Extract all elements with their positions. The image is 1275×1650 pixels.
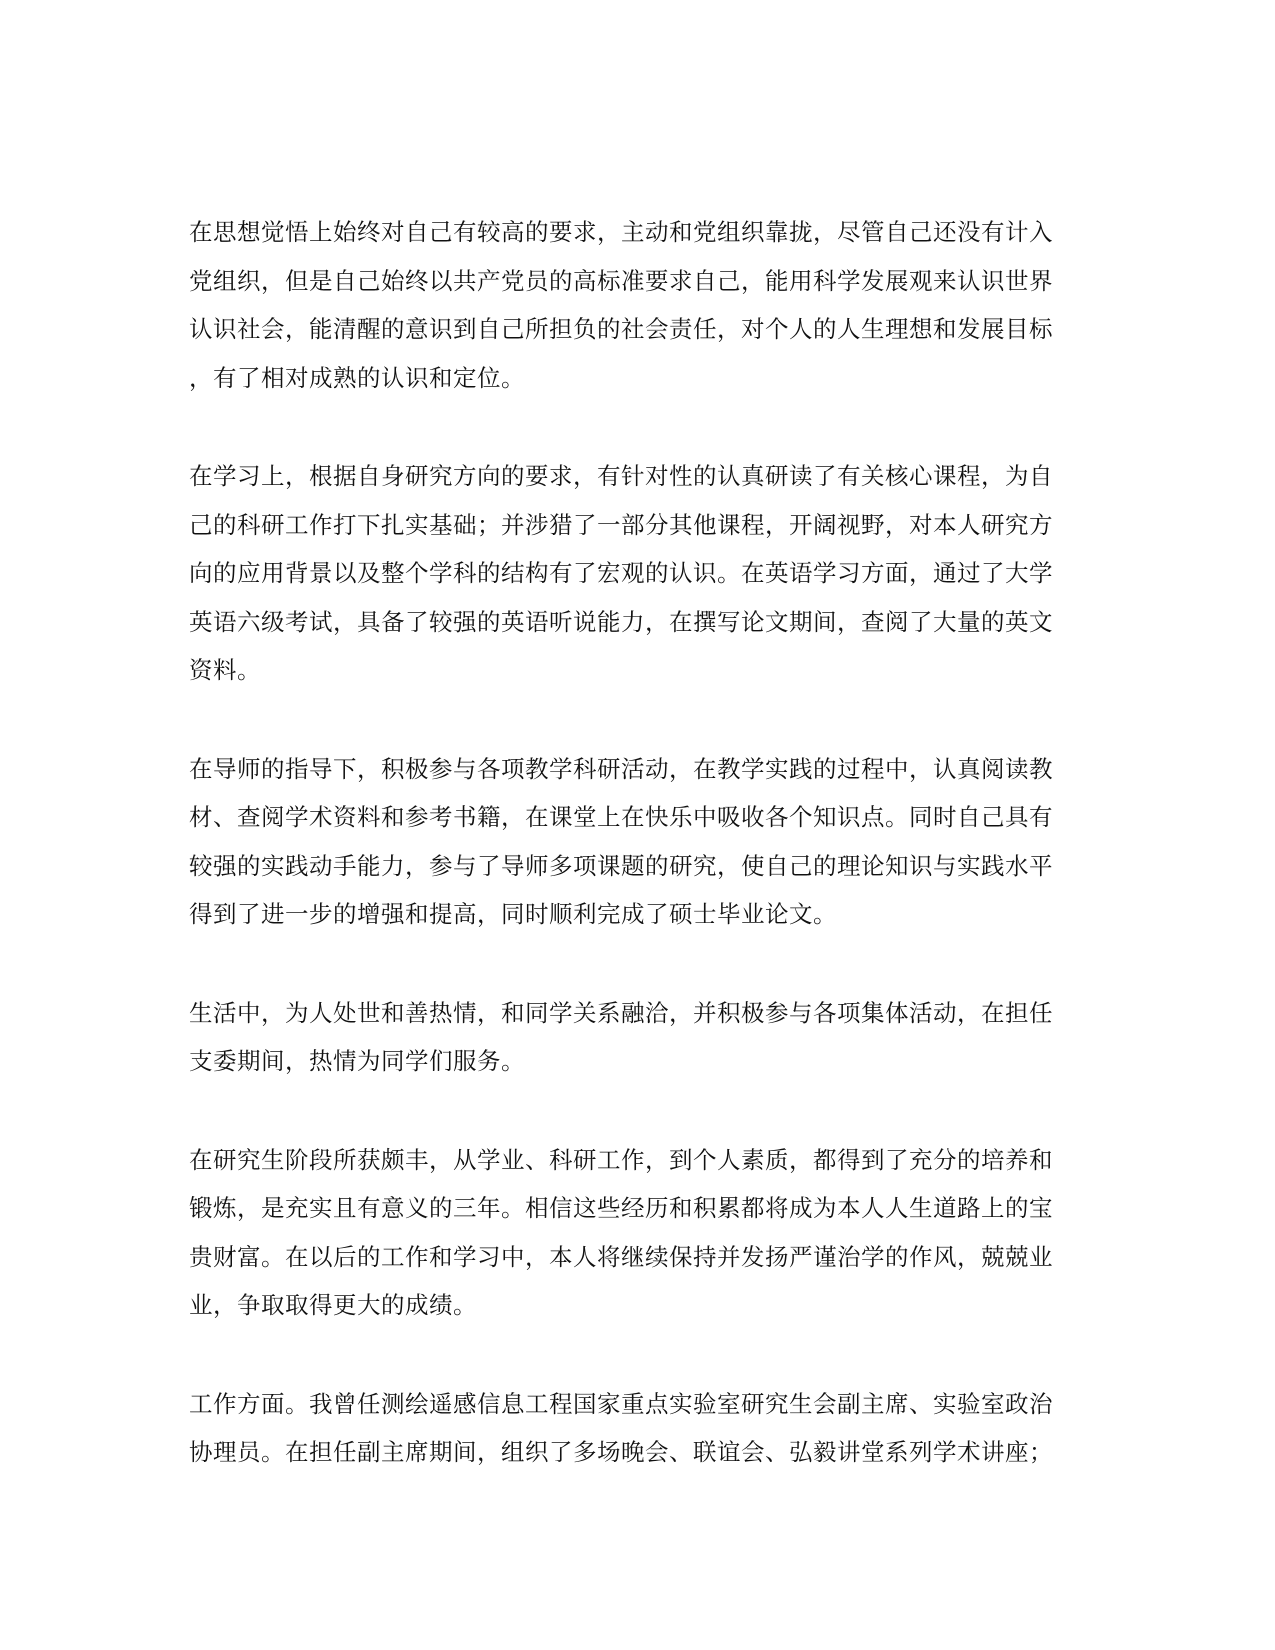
text-line: 在导师的指导下，积极参与各项教学科研活动，在教学实践的过程中，认真阅读教 xyxy=(189,754,1053,783)
text-line: 英语六级考试，具备了较强的英语听说能力，在撰写论文期间，查阅了大量的英文 xyxy=(189,607,1053,636)
paragraph-ideology xyxy=(189,208,1086,402)
text-line: 较强的实践动手能力，参与了导师多项课题的研究，使自己的理论知识与实践水平 xyxy=(189,851,1053,880)
text-line: 支委期间，热情为同学们服务。 xyxy=(189,1047,525,1075)
paragraph-summary xyxy=(189,1136,1086,1330)
paragraph-work xyxy=(189,1380,1086,1477)
text-line: 资料。 xyxy=(189,656,261,684)
text-line: 生活中，为人处世和善热情，和同学关系融洽，并积极参与各项集体活动，在担任 xyxy=(189,998,1053,1027)
text-line: ，有了相对成熟的认识和定位。 xyxy=(189,363,525,392)
paragraph-research xyxy=(189,745,1086,939)
text-line: 锻炼，是充实且有意义的三年。相信这些经历和积累都将成为本人人生道路上的宝 xyxy=(189,1194,1053,1222)
paragraph-life xyxy=(189,989,1086,1086)
text-line: 得到了进一步的增强和提高，同时顺利完成了硕士毕业论文。 xyxy=(189,900,837,928)
text-line: 认识社会，能清醒的意识到自己所担负的社会责任，对个人的人生理想和发展目标 xyxy=(189,315,1053,343)
text-line: 工作方面。我曾任测绘遥感信息工程国家重点实验室研究生会副主席、实验室政治 xyxy=(189,1389,1053,1418)
text-line: 向的应用背景以及整个学科的结构有了宏观的认识。在英语学习方面，通过了大学 xyxy=(189,559,1053,587)
text-line: 在研究生阶段所获颇丰，从学业、科研工作，到个人素质，都得到了充分的培养和 xyxy=(189,1145,1053,1174)
text-line: 在思想觉悟上始终对自己有较高的要求，主动和党组织靠拢，尽管自己还没有计入 xyxy=(189,218,1053,246)
text-line: 协理员。在担任副主席期间，组织了多场晚会、联谊会、弘毅讲堂系列学术讲座； xyxy=(189,1438,1053,1466)
text-line: 党组织，但是自己始终以共产党员的高标准要求自己，能用科学发展观来认识世界 xyxy=(189,266,1053,295)
text-line: 己的科研工作打下扎实基础；并涉猎了一部分其他课程，开阔视野，对本人研究方 xyxy=(189,510,1053,539)
text-line: 贵财富。在以后的工作和学习中，本人将继续保持并发扬严谨治学的作风，兢兢业 xyxy=(189,1242,1053,1271)
text-line: 在学习上，根据自身研究方向的要求，有针对性的认真研读了有关核心课程，为自 xyxy=(189,462,1053,490)
text-line: 业，争取取得更大的成绩。 xyxy=(189,1291,477,1319)
document-body xyxy=(189,208,1086,1527)
text-line: 材、查阅学术资料和参考书籍，在课堂上在快乐中吸收各个知识点。同时自己具有 xyxy=(189,803,1053,831)
paragraph-study xyxy=(189,452,1086,695)
